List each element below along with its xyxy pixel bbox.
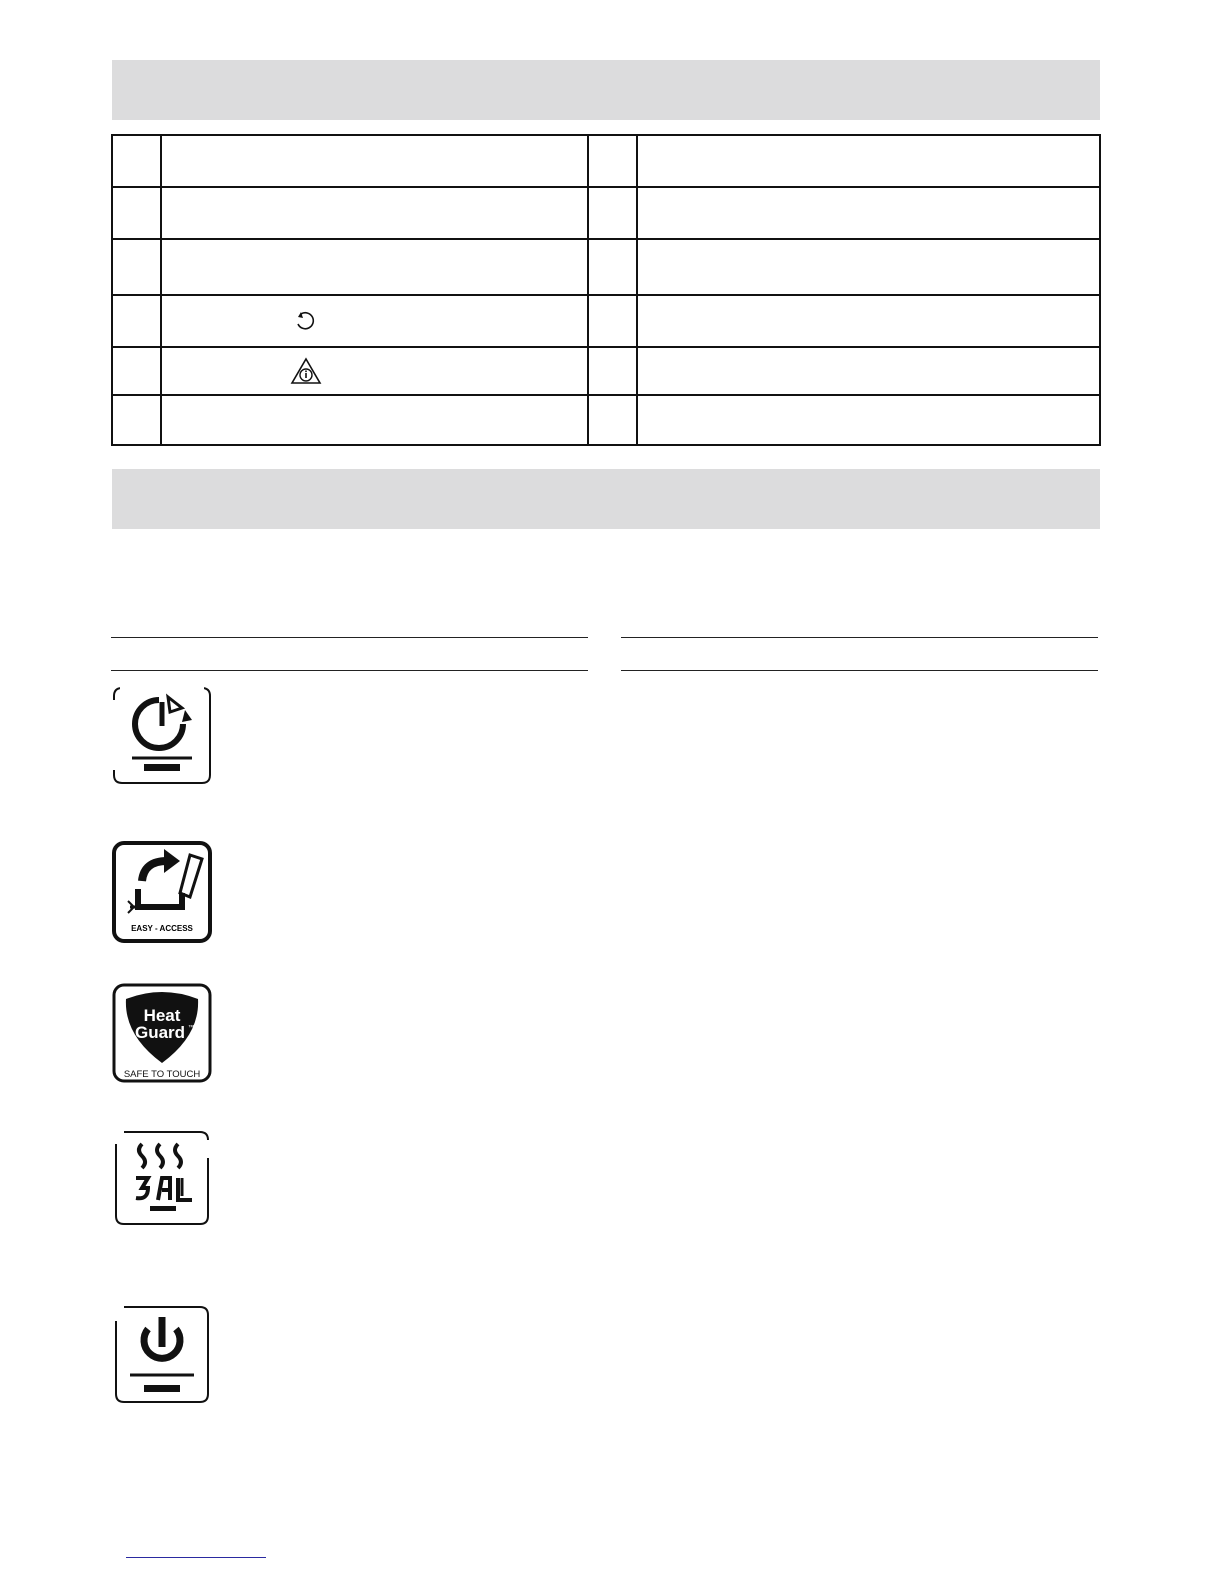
section-header-band bbox=[112, 60, 1100, 120]
table-row bbox=[112, 135, 1100, 187]
heat-settings-feature-badge bbox=[112, 1130, 212, 1226]
easy-access-caption: EASY - ACCESS bbox=[131, 924, 193, 933]
part-number-cell bbox=[112, 135, 161, 187]
part-description-cell bbox=[637, 187, 1100, 239]
column-rule bbox=[621, 670, 1098, 671]
table-row bbox=[112, 239, 1100, 295]
heat-guard-badge-line2: Guard bbox=[134, 1023, 186, 1042]
heat-guard-badge-line1: Heat bbox=[143, 1006, 181, 1025]
heat-guard-caption: SAFE TO TOUCH bbox=[123, 1069, 201, 1080]
table-row bbox=[112, 187, 1100, 239]
part-description-cell bbox=[161, 239, 588, 295]
heat-guard-icon bbox=[112, 983, 212, 1083]
section-header-band bbox=[112, 469, 1100, 529]
part-number-cell bbox=[588, 187, 637, 239]
part-number-cell bbox=[588, 135, 637, 187]
part-number-cell bbox=[588, 347, 637, 395]
part-description-cell bbox=[637, 347, 1100, 395]
part-description-cell bbox=[161, 347, 588, 395]
part-description-cell bbox=[161, 395, 588, 445]
part-description-cell bbox=[637, 395, 1100, 445]
part-number-cell bbox=[112, 295, 161, 347]
power-icon bbox=[112, 1305, 212, 1404]
part-number-cell bbox=[112, 187, 161, 239]
part-description-cell bbox=[161, 187, 588, 239]
part-number-cell bbox=[588, 395, 637, 445]
timer-feature-badge bbox=[112, 686, 212, 785]
info-warning-icon bbox=[289, 356, 323, 386]
part-description-cell bbox=[637, 239, 1100, 295]
table-row bbox=[112, 347, 1100, 395]
part-description-cell bbox=[637, 295, 1100, 347]
part-number-cell bbox=[112, 347, 161, 395]
part-description-cell bbox=[637, 135, 1100, 187]
table-row bbox=[112, 395, 1100, 445]
column-rule bbox=[111, 670, 588, 671]
easy-access-icon bbox=[112, 841, 212, 943]
power-feature-badge bbox=[112, 1305, 212, 1404]
heat-settings-icon bbox=[112, 1130, 212, 1226]
easy-access-feature-badge bbox=[112, 841, 212, 943]
part-number-cell bbox=[112, 395, 161, 445]
part-description-cell bbox=[161, 135, 588, 187]
table-row bbox=[112, 295, 1100, 347]
heat-guard-feature-badge bbox=[112, 983, 212, 1083]
reset-icon bbox=[289, 308, 323, 334]
parts-table bbox=[111, 134, 1101, 446]
column-rule bbox=[621, 637, 1098, 638]
part-number-cell bbox=[588, 239, 637, 295]
column-rule bbox=[111, 637, 588, 638]
part-number-cell bbox=[112, 239, 161, 295]
part-number-cell bbox=[588, 295, 637, 347]
footer-link-underline bbox=[126, 1557, 266, 1558]
timer-icon bbox=[112, 686, 212, 785]
heat-guard-trademark: ™ bbox=[188, 1025, 194, 1031]
part-description-cell bbox=[161, 295, 588, 347]
